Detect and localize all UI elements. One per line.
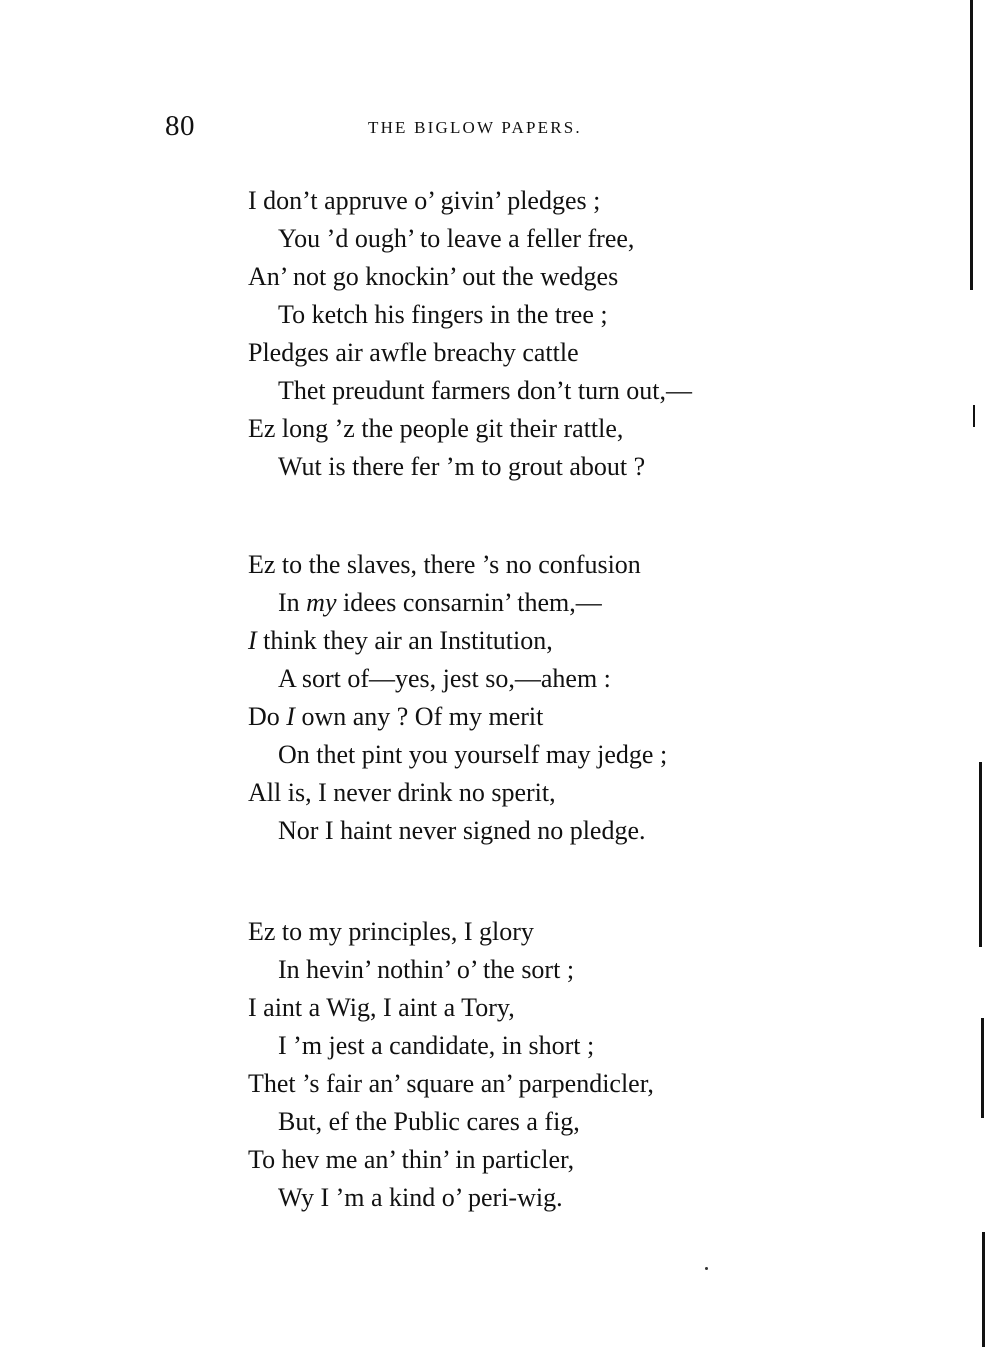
verse-text: In hevin’ nothin’ o’ the sort ;: [278, 955, 575, 984]
verse-line: [248, 182, 848, 220]
verse-line: [248, 951, 848, 989]
verse-line: [248, 1103, 848, 1141]
verse-text: I don’t appruve o’ givin’ pledges ;: [248, 186, 601, 215]
scan-edge-line: [982, 1232, 985, 1347]
verse-text: own any ? Of my merit: [294, 702, 544, 731]
verse-text: Wut is there fer ’m to grout about ?: [278, 452, 646, 481]
verse-line: [248, 1027, 848, 1065]
verse-line: [248, 698, 848, 736]
running-title: THE BIGLOW PAPERS.: [368, 118, 582, 137]
verse-line: [248, 1141, 848, 1179]
verse-line: [248, 410, 848, 448]
scan-edge-line: [981, 1018, 984, 1118]
verse-text: Nor I haint never signed no pledge.: [278, 816, 646, 845]
verse-text: Ez long ’z the people git their rattle,: [248, 414, 624, 443]
verse-line: [248, 660, 848, 698]
verse-line: [248, 546, 848, 584]
verse-text: You ’d ough’ to leave a feller free,: [278, 224, 635, 253]
verse-line: [248, 812, 848, 850]
verse-text: I ’m jest a candidate, in short ;: [278, 1031, 595, 1060]
scan-speck: [705, 1267, 708, 1270]
verse-text: think they air an Institution,: [256, 626, 553, 655]
verse-text: In: [278, 588, 307, 617]
verse-line: [248, 372, 848, 410]
verse-line: [248, 220, 848, 258]
verse-text: Ez to the slaves, there ’s no confusion: [248, 550, 641, 579]
verse-text: On thet pint you yourself may jedge ;: [278, 740, 668, 769]
scan-edge-line: [970, 0, 973, 290]
verse-text: idees consarnin’ them,—: [336, 588, 602, 617]
verse-line: [248, 774, 848, 812]
stanza-2: [248, 546, 848, 850]
verse-text: But, ef the Public cares a fig,: [278, 1107, 580, 1136]
italic-word: I: [286, 702, 295, 731]
verse-line: [248, 913, 848, 951]
verse-line: [248, 1179, 848, 1217]
italic-word: my: [306, 588, 337, 617]
italic-word: I: [248, 626, 257, 655]
verse-text: Thet ’s fair an’ square an’ parpendicler,: [248, 1069, 654, 1098]
scan-edge-line: [973, 405, 975, 427]
verse-line: [248, 1065, 848, 1103]
verse-text: Do: [248, 702, 287, 731]
verse-text: A sort of—yes, jest so,—ahem :: [278, 664, 611, 693]
verse-line: [248, 258, 848, 296]
stanza-1: [248, 182, 848, 486]
verse-line: [248, 296, 848, 334]
verse-line: [248, 334, 848, 372]
verse-text: To hev me an’ thin’ in particler,: [248, 1145, 575, 1174]
verse-line: [248, 622, 848, 660]
verse-text: I aint a Wig, I aint a Tory,: [248, 993, 515, 1022]
verse-line: [248, 584, 848, 622]
verse-text: Thet preudunt farmers don’t turn out,—: [278, 376, 692, 405]
stanza-3: [248, 913, 848, 1217]
verse-text: Wy I ’m a kind o’ peri-wig.: [278, 1183, 563, 1212]
verse-text: Ez to my principles, I glory: [248, 917, 534, 946]
verse-line: [248, 736, 848, 774]
page-number: 80: [165, 110, 195, 142]
verse-line: [248, 448, 848, 486]
verse-text: All is, I never drink no sperit,: [248, 778, 556, 807]
verse-text: An’ not go knockin’ out the wedges: [248, 262, 619, 291]
verse-text: To ketch his fingers in the tree ;: [278, 300, 608, 329]
scan-edge-line: [979, 762, 982, 947]
verse-line: [248, 989, 848, 1027]
verse-text: Pledges air awfle breachy cattle: [248, 338, 579, 367]
